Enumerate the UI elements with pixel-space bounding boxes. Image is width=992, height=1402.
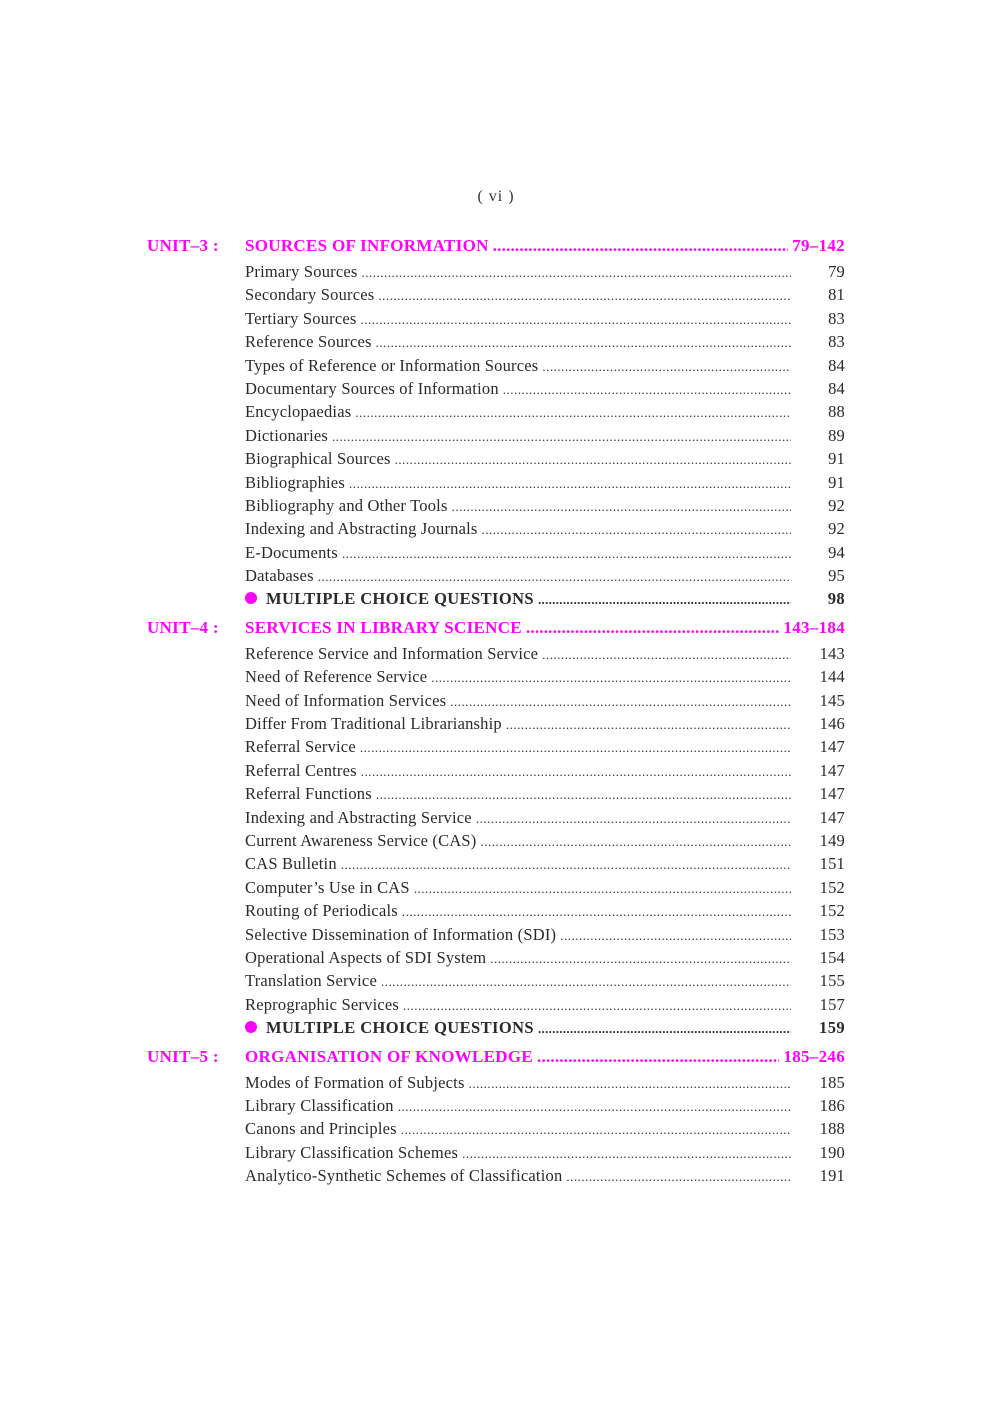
dot-leader — [360, 740, 791, 756]
entry-title-text: Need of Information Services — [245, 690, 447, 710]
entry-title-text: Databases — [245, 566, 314, 586]
toc-entry[interactable] — [245, 644, 845, 667]
dot-leader — [376, 335, 791, 351]
entry-page-number: 147 — [819, 760, 845, 780]
entry-title-text: Referral Centres — [245, 760, 357, 780]
toc-entry[interactable] — [245, 309, 845, 332]
dot-leader — [566, 1169, 791, 1185]
toc-entry[interactable] — [245, 808, 845, 831]
dot-leader — [469, 1076, 791, 1092]
entry-page-number: 186 — [819, 1095, 845, 1115]
entry-page-number: 81 — [828, 285, 845, 305]
entry-title-text: Current Awareness Service (CAS) — [245, 830, 477, 850]
entry-page-number: 94 — [828, 542, 845, 562]
entry-title-text: Bibliographies — [245, 472, 345, 492]
entry-page-number: 159 — [819, 1018, 845, 1038]
toc-entry[interactable] — [245, 901, 845, 924]
dot-leader — [414, 881, 791, 897]
entry-title-text: MULTIPLE CHOICE QUESTIONS — [266, 1018, 534, 1038]
unit-label: UNIT–5 : — [147, 1046, 219, 1066]
toc-entry[interactable] — [245, 566, 845, 589]
entry-page-number: 157 — [819, 994, 845, 1014]
table-of-contents — [147, 236, 845, 1194]
toc-entry[interactable] — [245, 831, 845, 854]
entry-title-text: Documentary Sources of Information — [245, 378, 499, 398]
unit-title: SOURCES OF INFORMATION — [245, 236, 489, 255]
entry-title — [245, 831, 477, 851]
unit-title-row — [245, 1047, 845, 1067]
entry-title — [245, 356, 538, 376]
entry-title-text: Referral Service — [245, 737, 356, 757]
entry-page-number: 88 — [828, 402, 845, 422]
toc-entry[interactable] — [245, 1119, 845, 1142]
entry-page-number: 145 — [819, 690, 845, 710]
entry-title — [245, 1166, 562, 1186]
dot-leader — [476, 811, 791, 827]
entry-title — [245, 854, 337, 874]
entry-title — [245, 285, 374, 305]
entry-page-number: 92 — [828, 519, 845, 539]
dot-leader — [537, 1047, 779, 1067]
entry-title-text: Reprographic Services — [245, 994, 400, 1014]
dot-leader — [398, 1099, 791, 1115]
dot-leader — [395, 452, 791, 468]
dot-leader — [402, 904, 791, 920]
entry-title-text: Modes of Formation of Subjects — [245, 1072, 465, 1092]
dot-leader — [538, 592, 791, 608]
toc-entry[interactable] — [245, 262, 845, 285]
dot-leader — [349, 476, 791, 492]
entry-title — [245, 426, 328, 446]
entry-page-number: 84 — [828, 355, 845, 375]
entry-title-text: Biographical Sources — [245, 449, 391, 469]
entry-title — [245, 667, 427, 687]
unit-page-range: 185–246 — [783, 1046, 845, 1066]
entry-title — [245, 589, 534, 609]
bullet-icon — [245, 1021, 257, 1033]
unit-heading[interactable] — [147, 236, 845, 262]
entry-title — [245, 496, 448, 516]
entry-title-text: Referral Functions — [245, 784, 372, 804]
toc-entry[interactable] — [245, 496, 845, 519]
toc-entry[interactable] — [245, 1096, 845, 1119]
entry-page-number: 144 — [819, 667, 845, 687]
dot-leader — [482, 522, 791, 538]
bullet-icon — [245, 592, 257, 604]
entry-title — [245, 737, 356, 757]
entry-title — [245, 543, 338, 563]
entry-title-text: Library Classification Schemes — [245, 1142, 459, 1162]
entry-title-text: Indexing and Abstracting Service — [245, 807, 472, 827]
unit-heading[interactable] — [147, 618, 845, 644]
entry-title — [245, 784, 372, 804]
toc-entry[interactable] — [245, 543, 845, 566]
entry-title — [245, 878, 410, 898]
toc-entry[interactable] — [245, 473, 845, 496]
entry-title-text: Dictionaries — [245, 425, 329, 445]
entry-page-number: 154 — [819, 947, 845, 967]
entry-title — [245, 519, 478, 539]
dot-leader — [542, 647, 791, 663]
entry-page-number: 155 — [819, 971, 845, 991]
dot-leader — [376, 787, 791, 803]
entry-page-number: 83 — [828, 308, 845, 328]
entry-title — [245, 691, 446, 711]
entry-page-number: 98 — [827, 589, 845, 609]
toc-entry[interactable] — [245, 332, 845, 355]
unit-page-range: 79–142 — [792, 236, 845, 255]
entry-title — [245, 971, 377, 991]
entry-page-number: 152 — [819, 877, 845, 897]
entry-title-text: Secondary Sources — [245, 285, 375, 305]
entry-list — [245, 1073, 845, 1190]
entry-title — [245, 262, 358, 282]
page-number: ( vi ) — [477, 188, 515, 205]
dot-leader — [526, 618, 779, 638]
entry-list — [245, 644, 845, 1042]
toc-entry[interactable] — [245, 449, 845, 472]
entry-title — [245, 925, 556, 945]
dot-leader — [342, 546, 791, 562]
unit-page-range: 143–184 — [783, 617, 845, 637]
entry-page-number: 91 — [828, 472, 845, 492]
entry-title — [245, 1119, 397, 1139]
entry-title-text: Tertiary Sources — [245, 308, 357, 328]
entry-page-number: 185 — [819, 1072, 845, 1092]
entry-page-number: 147 — [819, 807, 845, 827]
dot-leader — [361, 312, 791, 328]
entry-page-number: 147 — [819, 784, 845, 804]
entry-title-text: Differ From Traditional Librarianship — [245, 714, 502, 734]
entry-page-number: 79 — [828, 262, 845, 281]
dot-leader — [503, 382, 791, 398]
entry-page-number: 146 — [819, 714, 845, 734]
unit-heading[interactable] — [147, 1047, 845, 1073]
entry-page-number: 84 — [828, 378, 845, 398]
entry-title — [245, 644, 538, 664]
entry-page-number: 152 — [819, 901, 845, 921]
toc-entry[interactable] — [245, 784, 845, 807]
entry-page-number: 147 — [819, 737, 845, 757]
dot-leader — [560, 928, 791, 944]
entry-title — [245, 449, 391, 469]
entry-title-text: Library Classification — [245, 1095, 394, 1115]
entry-title — [245, 379, 499, 399]
entry-title — [245, 1018, 534, 1038]
entry-title-text: Encyclopaedias — [245, 402, 352, 422]
entry-page-number: 91 — [828, 449, 845, 469]
entry-page-number: 95 — [828, 566, 845, 586]
entry-title-text: Selective Dissemination of Information (SDI) — [245, 924, 557, 944]
dot-leader — [378, 288, 791, 304]
dot-leader — [401, 1122, 791, 1138]
dot-leader — [538, 1021, 791, 1037]
entry-title-text: MULTIPLE CHOICE QUESTIONS — [266, 589, 534, 609]
dot-leader — [506, 717, 791, 733]
dot-leader — [332, 429, 791, 445]
entry-title — [245, 714, 502, 734]
entry-title — [245, 1096, 394, 1116]
dot-leader — [361, 764, 791, 780]
toc-entry[interactable] — [245, 1143, 845, 1166]
entry-title-text: Indexing and Abstracting Journals — [245, 519, 478, 539]
toc-entry[interactable] — [245, 667, 845, 690]
toc-entry[interactable] — [245, 995, 845, 1018]
toc-entry[interactable] — [245, 519, 845, 542]
dot-leader — [490, 951, 791, 967]
entry-title-text: Need of Reference Service — [245, 667, 428, 687]
entry-title — [245, 901, 398, 921]
entry-page-number: 151 — [819, 854, 845, 874]
toc-entry[interactable] — [245, 285, 845, 308]
toc-entry[interactable] — [245, 1166, 845, 1189]
dot-leader — [493, 236, 789, 256]
entry-title-text: Primary Sources — [245, 262, 358, 281]
entry-title-text: Reference Service and Information Service — [245, 643, 539, 663]
toc-entry[interactable] — [245, 356, 845, 379]
entry-page-number: 191 — [819, 1166, 845, 1186]
dot-leader — [450, 694, 791, 710]
entry-page-number: 188 — [819, 1119, 845, 1139]
entry-title — [245, 808, 472, 828]
dot-leader — [462, 1146, 791, 1162]
entry-title-text: Types of Reference or Information Sources — [245, 355, 539, 375]
dot-leader — [431, 670, 791, 686]
toc-entry[interactable] — [245, 948, 845, 971]
entry-page-number: 89 — [828, 425, 845, 445]
entry-title — [245, 1143, 458, 1163]
entry-title-text: Bibliography and Other Tools — [245, 495, 448, 515]
entry-page-number: 149 — [819, 830, 845, 850]
dot-leader — [542, 359, 791, 375]
toc-entry[interactable] — [245, 878, 845, 901]
unit-title: SERVICES IN LIBRARY SCIENCE — [245, 617, 522, 637]
entry-title-text: Operational Aspects of SDI System — [245, 947, 487, 967]
entry-title — [245, 473, 345, 493]
dot-leader — [318, 569, 791, 585]
entry-title — [245, 995, 399, 1015]
entry-title — [245, 948, 486, 968]
entry-list — [245, 262, 845, 613]
entry-title — [245, 761, 357, 781]
toc-entry[interactable] — [245, 379, 845, 402]
toc-entry[interactable] — [245, 402, 845, 425]
entry-title — [245, 309, 357, 329]
unit-label: UNIT–4 : — [147, 617, 219, 637]
entry-page-number: 83 — [828, 332, 845, 352]
entry-title-text: Computer’s Use in CAS — [245, 877, 410, 897]
entry-title-text: Routing of Periodicals — [245, 901, 398, 921]
toc-entry[interactable] — [245, 426, 845, 449]
dot-leader — [481, 834, 791, 850]
entry-title-text: E-Documents — [245, 542, 338, 562]
dot-leader — [355, 405, 791, 421]
unit-title-row — [245, 618, 845, 638]
toc-entry[interactable] — [245, 971, 845, 994]
toc-entry[interactable] — [245, 1073, 845, 1096]
mcq-entry[interactable] — [245, 1018, 845, 1041]
entry-page-number: 92 — [828, 495, 845, 515]
toc-entry[interactable] — [245, 925, 845, 948]
entry-title-text: Canons and Principles — [245, 1119, 397, 1139]
entry-page-number: 190 — [819, 1142, 845, 1162]
unit-title-row — [245, 236, 845, 256]
toc-entry[interactable] — [245, 737, 845, 760]
dot-leader — [362, 265, 791, 281]
entry-title — [245, 1073, 465, 1093]
dot-leader — [452, 499, 791, 515]
toc-entry[interactable] — [245, 761, 845, 784]
dot-leader — [341, 857, 791, 873]
entry-title-text: Reference Sources — [245, 332, 372, 352]
unit-title: ORGANISATION OF KNOWLEDGE — [245, 1046, 534, 1066]
entry-title — [245, 402, 351, 422]
unit-label: UNIT–3 : — [147, 236, 219, 255]
toc-entry[interactable] — [245, 691, 845, 714]
mcq-entry[interactable] — [245, 589, 845, 612]
toc-entry[interactable] — [245, 714, 845, 737]
dot-leader — [381, 974, 791, 990]
entry-title — [245, 566, 314, 586]
toc-entry[interactable] — [245, 854, 845, 877]
entry-page-number: 143 — [819, 643, 845, 663]
entry-title-text: CAS Bulletin — [245, 854, 337, 874]
entry-title — [245, 332, 372, 352]
entry-title-text: Translation Service — [245, 971, 377, 991]
dot-leader — [403, 998, 791, 1014]
entry-page-number: 153 — [819, 924, 845, 944]
entry-title-text: Analytico-Synthetic Schemes of Classification — [245, 1166, 563, 1186]
